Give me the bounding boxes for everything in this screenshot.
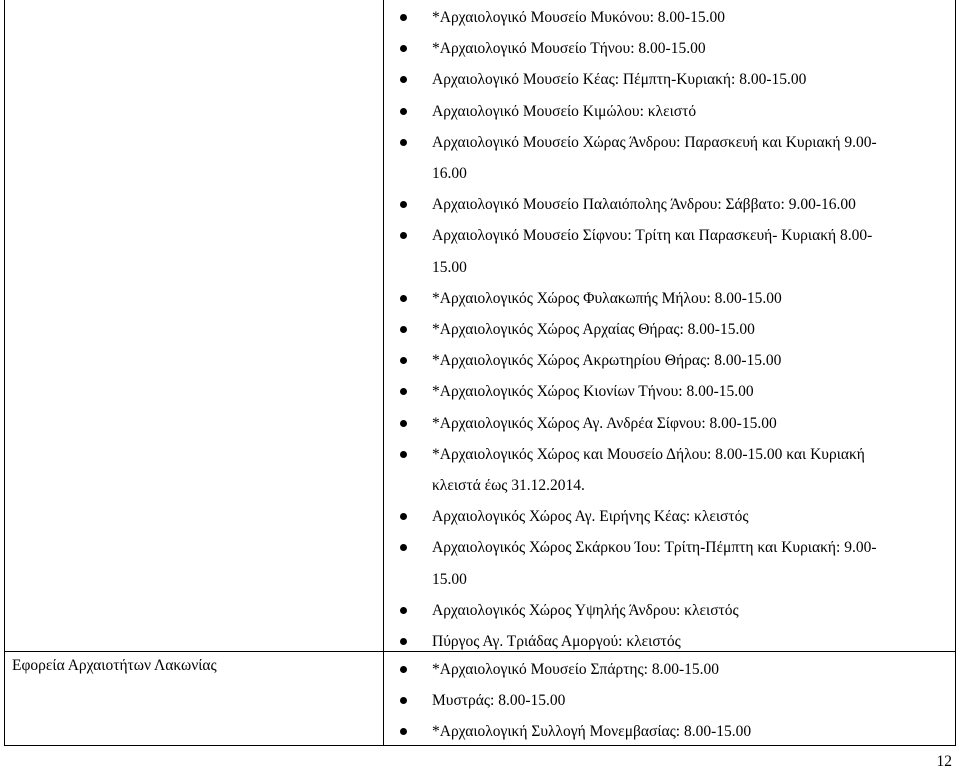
list-item-text: 15.00	[432, 570, 467, 588]
list-item	[400, 376, 940, 407]
list-item	[400, 345, 940, 376]
list-item-text: *Αρχαιολογικός Χώρος Φυλακωπής Μήλου: 8.00-15.00	[432, 289, 782, 307]
list-item	[400, 532, 940, 594]
list-item-text: *Αρχαιολογική Συλλογή Μονεμβασίας: 8.00-15.00	[432, 723, 752, 741]
list-item-text: *Αρχαιολογικό Μουσείο Σπάρτης: 8.00-15.00	[432, 661, 720, 678]
list-item	[400, 2, 940, 33]
list-item	[400, 220, 940, 282]
list-item	[400, 96, 940, 127]
list-item-text: *Αρχαιολογικό Μουσείο Τήνου: 8.00-15.00	[432, 40, 706, 58]
region-label: Εφορεία Αρχαιοτήτων Λακωνίας	[12, 657, 217, 674]
list-item-text: 15.00	[432, 258, 467, 276]
list-item-text: *Αρχαιολογικό Μουσείο Μυκόνου: 8.00-15.00	[432, 9, 725, 26]
bullet-icon	[400, 76, 407, 83]
list-item	[400, 685, 940, 716]
list-item	[400, 501, 940, 532]
list-item-text: Πύργος Αγ. Τριάδας Αμοργού: κλειστός	[432, 633, 681, 650]
bullet-icon	[400, 108, 407, 115]
table-column-divider	[383, 0, 384, 746]
list-item	[400, 127, 940, 189]
list-item	[400, 654, 940, 685]
list-item-text: *Αρχαιολογικός Χώρος Αγ. Ανδρέα Σίφνου: 8.00-15.00	[432, 414, 777, 432]
bullet-icon	[400, 295, 407, 302]
list-item-text: *Αρχαιολογικός Χώρος Ακρωτηρίου Θήρας: 8.00-15.00	[432, 352, 782, 370]
list-item-text: Αρχαιολογικό Μουσείο Κιμώλου: κλειστό	[432, 102, 697, 120]
list-item-text: *Αρχαιολογικός Χώρος Κιονίων Τήνου: 8.00-15.00	[432, 383, 754, 401]
bullet-icon	[400, 513, 407, 520]
bullet-icon	[400, 451, 407, 458]
bullet-icon	[400, 232, 407, 239]
bullet-icon	[400, 420, 407, 427]
list-item-text: Αρχαιολογικός Χώρος Υψηλής Άνδρου: κλειστός	[432, 601, 739, 619]
list-item	[400, 716, 940, 747]
list-item-text: Μυστράς: 8.00-15.00	[432, 692, 566, 710]
bullet-icon	[400, 666, 407, 673]
list-item	[400, 408, 940, 439]
bullet-icon	[400, 697, 407, 704]
bullet-icon	[400, 638, 407, 645]
list-item	[400, 33, 940, 64]
list-item-text: 16.00	[432, 164, 467, 182]
list-item-text: *Αρχαιολογικός Χώρος Αρχαίας Θήρας: 8.00-15.00	[432, 321, 755, 338]
bullet-icon	[400, 357, 407, 364]
table-border-left	[4, 0, 5, 746]
table-border-right	[955, 0, 956, 746]
list-item	[400, 64, 940, 95]
list-item-text: κλειστά έως 31.12.2014.	[432, 476, 585, 494]
bullet-icon	[400, 326, 407, 333]
list-item-text: Αρχαιολογικός Χώρος Αγ. Ειρήνης Κέας: κλειστός	[432, 508, 749, 526]
list-item-text: *Αρχαιολογικός Χώρος και Μουσείο Δήλου: 8.00-15.00 και Κυριακή	[432, 445, 865, 463]
bullet-icon	[400, 139, 407, 146]
list-item-text: Αρχαιολογικό Μουσείο Παλαιόπολης Άνδρου: Σάββατο: 9.00-16.00	[432, 196, 856, 214]
bullet-icon	[400, 14, 407, 21]
bullet-icon	[400, 607, 407, 614]
list-item-text: Αρχαιολογικό Μουσείο Κέας: Πέμπτη-Κυριακή: 8.00-15.00	[432, 71, 807, 89]
list-item	[400, 283, 940, 314]
list-item	[400, 439, 940, 501]
bullet-icon	[400, 728, 407, 735]
list-item-text: Αρχαιολογικό Μουσείο Χώρας Άνδρου: Παρασκευή και Κυριακή 9.00-	[432, 133, 877, 151]
bullet-icon	[400, 201, 407, 208]
list-item-text: Αρχαιολογικός Χώρος Σκάρκου Ίου: Τρίτη-Πέμπτη και Κυριακή: 9.00-	[432, 539, 877, 557]
bullet-icon	[400, 45, 407, 52]
list-item	[400, 595, 940, 626]
bullet-icon	[400, 544, 407, 551]
list-item-text: Αρχαιολογικό Μουσείο Σίφνου: Τρίτη και Παρασκευή- Κυριακή 8.00-	[432, 227, 873, 245]
page-number: 12	[936, 753, 952, 770]
list-item	[400, 626, 940, 657]
list-item	[400, 314, 940, 345]
bullet-icon	[400, 388, 407, 395]
list-item	[400, 189, 940, 220]
